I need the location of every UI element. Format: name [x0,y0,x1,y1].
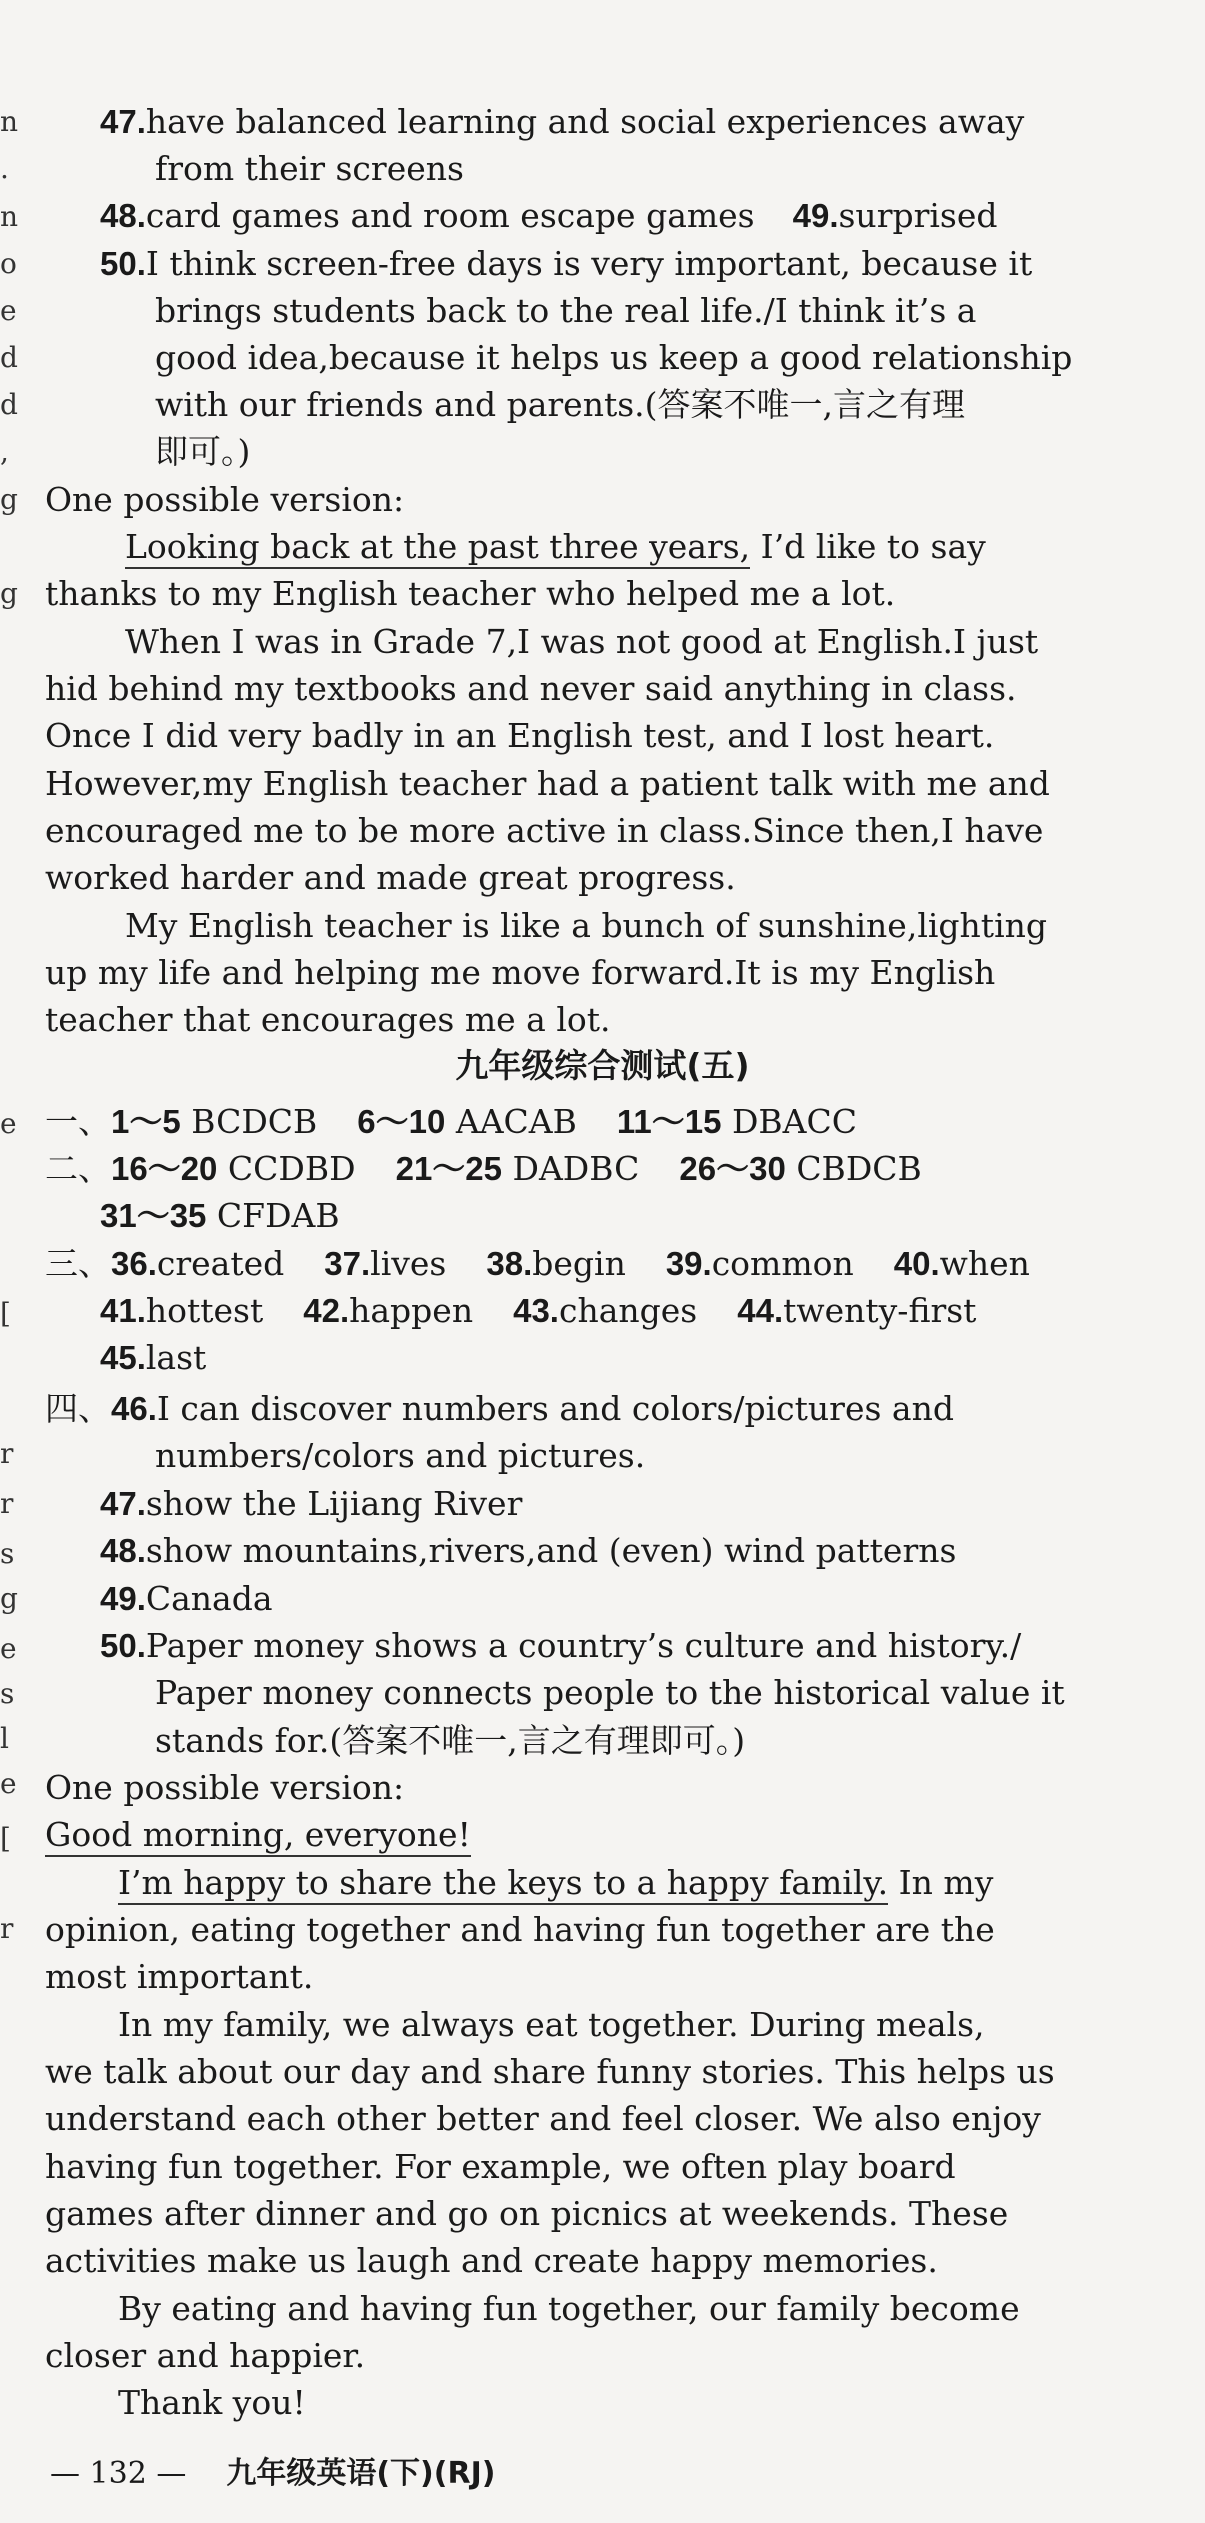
edge-char: [ [0,1822,11,1855]
section-3-answers [45,1240,1030,1287]
edge-char: , [0,435,9,468]
question-number: 50. [100,245,146,282]
question-number: 46. [111,1390,157,1427]
edge-char: s [0,1537,15,1570]
answer-47-cont: from their screens [155,149,464,188]
range: 21～25 [395,1150,503,1187]
essay-line: By eating and having fun together, our family become [118,2289,1020,2328]
question-number: 48. [100,1532,146,1569]
edge-char: . [0,152,9,185]
edge-char: d [0,388,18,421]
edge-char: e [0,1107,17,1140]
edge-char: e [0,1632,17,1665]
section-heading: 九年级综合测试(五) [455,1046,750,1085]
section-1-answers [45,1098,857,1145]
essay-line: hid behind my textbooks and never said anything in class. [45,669,1017,708]
essay-text: In my [888,1863,994,1902]
question-number: 36. [111,1245,157,1282]
section-2-answers [45,1145,922,1192]
essay-text: I’d like to say [750,527,986,566]
essay-line: Thank you! [118,2383,306,2422]
question-number: 42. [303,1292,350,1329]
essay-line: teacher that encourages me a lot. [45,1000,611,1039]
book-title: 九年级英语(下)(RJ) [226,2456,496,2491]
answer-50-cont: stands for.(答案不唯一,言之有理即可。) [155,1721,746,1760]
essay-line: However,my English teacher had a patient talk with me and [45,764,1050,803]
essay-line [125,523,986,570]
answer-text: lives [370,1244,447,1283]
question-number: 43. [513,1292,559,1329]
section-label: 二、 [45,1149,111,1188]
range: 26～30 [679,1150,786,1187]
question-number: 47. [100,103,146,140]
answer-50-cont: good idea,because it helps us keep a good relationship [155,338,1073,377]
underlined-text: I’m happy to share the keys to a happy family. [118,1863,888,1905]
edge-char: d [0,341,18,374]
answer-text: begin [532,1244,626,1283]
question-number: 45. [100,1339,146,1376]
edge-char: n [0,105,19,138]
answer-text: last [145,1338,207,1377]
answer-text: I think screen-free days is very important, because it [145,244,1033,283]
answer-50-cont: 即可。) [155,432,251,471]
essay-line: encouraged me to be more active in class.Since then,I have [45,811,1044,850]
question-number: 48. [100,197,146,234]
section-label: 一、 [45,1102,111,1141]
answer-text: BCDCB [191,1102,318,1141]
answer-text: Paper money shows a country’s culture and history./ [145,1626,1022,1665]
essay-greeting [45,1811,471,1858]
edge-char: g [0,577,18,610]
essay-line [118,1859,993,1906]
question-number: 49. [792,197,839,234]
question-number: 47. [100,1485,146,1522]
edge-char: r [0,1487,14,1520]
underlined-text: Good morning, everyone! [45,1815,471,1857]
answer-text: CBDCB [796,1149,922,1188]
page-number: — 132 — [50,2456,187,2491]
essay-line: thanks to my English teacher who helped me a lot. [45,574,896,613]
answer-50-cont: Paper money connects people to the historical value it [155,1673,1065,1712]
essay-line: activities make us laugh and create happy memories. [45,2241,938,2280]
section-3-answers-cont [100,1287,976,1334]
answer-text: surprised [838,196,998,235]
range: 6～10 [357,1103,446,1140]
essay-line: closer and happier. [45,2336,366,2375]
answer-47 [100,98,1024,145]
answer-50-cont: with our friends and parents.(答案不唯一,言之有理 [155,385,966,424]
edge-char: s [0,1677,15,1710]
section-label: 三、 [45,1244,111,1283]
question-number: 39. [665,1245,712,1282]
essay-line: most important. [45,1957,314,1996]
essay-line: opinion, eating together and having fun together are the [45,1910,995,1949]
essay-line: understand each other better and feel closer. We also enjoy [45,2099,1041,2138]
range: 16～20 [111,1150,218,1187]
answer-text: I can discover numbers and colors/pictures and [156,1389,954,1428]
answer-text: twenty-first [783,1291,977,1330]
edge-char: r [0,1912,14,1945]
underlined-text: Looking back at the past three years, [125,527,750,569]
answer-text: show mountains,rivers,and (even) wind patterns [145,1531,957,1570]
section-3-answers-cont [100,1334,206,1381]
range: 11～15 [616,1103,722,1140]
edge-char: e [0,1767,17,1800]
essay-line: worked harder and made great progress. [45,858,736,897]
question-number: 38. [486,1245,533,1282]
edge-char: e [0,294,17,327]
essay-intro: One possible version: [45,480,405,519]
answer-text: DADBC [512,1149,640,1188]
question-number: 41. [100,1292,146,1329]
essay-intro: One possible version: [45,1768,405,1807]
answer-text: card games and room escape games [145,196,755,235]
question-number: 37. [324,1245,371,1282]
essay-line: When I was in Grade 7,I was not good at English.I just [125,622,1039,661]
answer-text: CCDBD [227,1149,356,1188]
answer-50-cont: brings students back to the real life./I think it’s a [155,291,977,330]
edge-char: [ [0,1297,11,1330]
essay-line: we talk about our day and share funny stories. This helps us [45,2052,1055,2091]
answer-46-cont: numbers/colors and pictures. [155,1436,646,1475]
answer-50 [100,240,1032,287]
answer-48 [100,1527,956,1574]
essay-line: In my family, we always eat together. During meals, [118,2005,985,2044]
question-number: 40. [893,1245,940,1282]
answer-text: DBACC [731,1102,857,1141]
answer-text: created [156,1244,285,1283]
answer-text: show the Lijiang River [145,1484,523,1523]
essay-line: having fun together. For example, we often play board [45,2147,956,2186]
section-4-answer-46 [45,1385,954,1432]
answer-text: Canada [145,1579,273,1618]
answer-49 [100,1575,273,1622]
edge-char: g [0,483,18,516]
essay-line: games after dinner and go on picnics at weekends. These [45,2194,1009,2233]
edge-char: l [0,1722,9,1755]
answer-text: changes [558,1291,698,1330]
answer-text: when [939,1244,1030,1283]
edge-char: r [0,1437,14,1470]
answer-text: hottest [145,1291,264,1330]
essay-line: My English teacher is like a bunch of sunshine,lighting [125,906,1048,945]
answer-text: happen [349,1291,474,1330]
edge-char: g [0,1582,18,1615]
section-2-answers-cont [100,1192,340,1239]
essay-line: up my life and helping me move forward.It is my English [45,953,996,992]
answer-text: CFDAB [216,1196,340,1235]
answer-50 [100,1622,1021,1669]
edge-char: n [0,200,19,233]
answer-text: common [711,1244,854,1283]
range: 1～5 [111,1103,181,1140]
edge-char: o [0,247,17,280]
range: 31～35 [100,1197,207,1234]
essay-line: Once I did very badly in an English test, and I lost heart. [45,716,995,755]
page-footer [50,2448,495,2492]
question-number: 50. [100,1627,146,1664]
answer-text: AACAB [455,1102,577,1141]
answer-text: have balanced learning and social experiences away [145,102,1025,141]
answer-48-49 [100,192,998,239]
section-label: 四、 [45,1389,111,1428]
answer-47 [100,1480,522,1527]
question-number: 49. [100,1580,146,1617]
question-number: 44. [737,1292,784,1329]
